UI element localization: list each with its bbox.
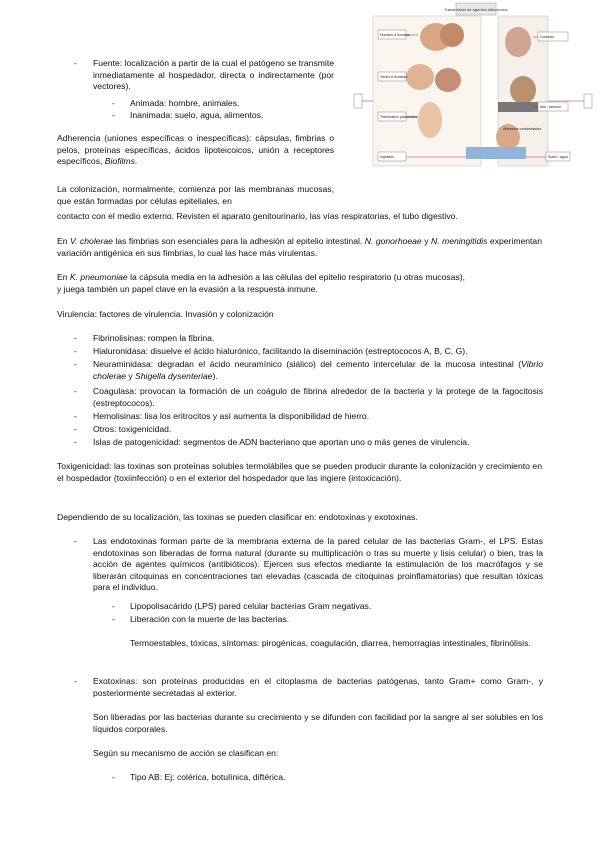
meningitidis-species: N. meningitidis xyxy=(430,236,488,246)
bullet: - xyxy=(74,58,77,68)
endo-note: Termoestables, tóxicas, síntomas: pirogénicas, coagulación, diarrea, hemorragias intestinales, fibrinólisis. xyxy=(130,638,531,648)
bullet: - xyxy=(74,386,77,396)
bullet: - xyxy=(74,437,77,447)
exotoxinas-paragraph: Exotoxinas: son proteínas producidas en el citoplasma de bacterias patógenas, tanto Gram+ como Gram-, y posteriormente secretadas al exterior. xyxy=(93,676,543,698)
fig-label-6: Aire / aerosol xyxy=(540,105,561,109)
endo-sub-1: Lipopolisacárido (LPS) pared celular bacterias Gram negativas. xyxy=(130,601,372,611)
pneumoniae-paragraph xyxy=(57,272,547,295)
bullet: - xyxy=(74,536,77,546)
transmission-diagram xyxy=(348,2,598,180)
cholerae-species: V. cholerae xyxy=(70,236,113,246)
adherencia-text: Adherencia (uniones específicas o inespecíficas): cápsulas, fimbrias o pelos, proteínas específicas, ácidos lipoteicoicos, unión a receptores específicos, xyxy=(57,133,334,166)
virulencia-item-2: Hialuronidasa: disuelve el ácido hialurónico, facilitando la diseminación (estreptococos A, B, C, G). xyxy=(93,346,468,356)
bullet: - xyxy=(74,333,77,343)
neuraminidasa-text: Neuraminidasa: degradan el ácido neuramínico (siálico) del cemento intercelular de la mucosa intestinal ( xyxy=(93,359,522,369)
adherencia-biofilms: Biofilms xyxy=(104,156,135,166)
virulencia-title: Virulencia: factores de virulencia. Invasión y colonización xyxy=(57,309,274,319)
pneumoniae-species: K. pneumoniae xyxy=(69,272,128,282)
bullet: - xyxy=(112,772,115,782)
neura-end: ). xyxy=(212,370,218,381)
bullet: - xyxy=(74,346,77,356)
adherencia-paragraph: Adherencia (uniones específicas o inespecíficas): cápsulas, fimbrias o pelos, proteínas específicas, ácidos lipoteicoicos, unión a receptores específicos, Biofilms. xyxy=(57,133,334,166)
pneumoniae-a: En xyxy=(57,272,68,282)
bullet: - xyxy=(112,614,115,624)
bullet: - xyxy=(74,424,77,434)
neura-y: y xyxy=(125,370,136,381)
endotoxinas-paragraph: Las endotoxinas forman parte de la membrana externa de la pared celular de las bacterias Gram-, el LPS. Estas endotoxinas son liberadas de forma natural (durante su multiplicación o tras su muerte y lisis celular) o bien, tras la acción de agentes químicos (antibióticos). Ejercen sus efectos mediante la estimulación de los macrófagos y se liberarán citoquinas en concentraciones tan elevadas (cascada de citoquinas proinflamatorias) que resultan tóxicas para el individuo. xyxy=(93,536,543,592)
virulencia-item-7: Islas de patogenicidad: segmentos de ADN bacteriano que aportan uno o más genes de virulencia. xyxy=(93,437,470,447)
bullet: - xyxy=(74,359,77,369)
cholerae-a: En xyxy=(57,236,68,246)
gonorhoeae-species: N. gonorhoeae xyxy=(364,236,422,246)
clasificacion-text: Dependiendo de su localización, las toxinas se pueden clasificar en: endotoxinas y exotoxinas. xyxy=(57,512,418,522)
bullet: - xyxy=(74,411,77,421)
vibrio-cholerae: Vibrio cholerae xyxy=(93,359,543,381)
pneumoniae-c: la cápsula media en la adhesión a las células del epitelio respiratorio (u otras mucosas), xyxy=(130,272,465,282)
fig-label-2: Vector a humano xyxy=(380,75,407,79)
exo-sub-1: Tipo AB: Ej: colérica, botulínica, diftérica. xyxy=(130,772,286,782)
bullet: - xyxy=(112,98,115,108)
cholerae-paragraph xyxy=(57,236,542,259)
fuente-sub-2: Inanimada: suelo, agua, alimentos. xyxy=(130,110,264,120)
fig-label-5: Contacto xyxy=(540,35,555,39)
virulencia-item-4: Coagulasa: provocan la formación de un coágulo de fibrina alrededor de la bacteria y la protege de la fagocitosis (estreptococos). xyxy=(93,386,543,408)
bullet: - xyxy=(74,676,77,686)
fig-label-7: Suelo / agua xyxy=(548,155,568,159)
bullet: - xyxy=(112,110,115,120)
transmission-figure xyxy=(348,2,598,180)
shigella-dysenteriae: Shigella dysenteriae xyxy=(135,370,213,381)
fig-label-8: Alimentos contaminados xyxy=(503,127,542,131)
virulencia-item-6: Otros: toxigenicidad. xyxy=(93,424,172,434)
fig-label-4: Ingestión xyxy=(380,155,395,159)
colonizacion-text-2: contacto con el medio externo. Revisten el aparato genitourinario, las vías respiratorias, el tubo digestivo. xyxy=(57,211,458,221)
endo-sub-2: Liberación con la muerte de las bacterias. xyxy=(130,614,290,624)
virulencia-item-3 xyxy=(93,359,543,382)
cholerae-c: las fimbrias son esenciales para la adhesión al epitelio intestinal. xyxy=(115,236,363,246)
fuente-sub-1: Animada: hombre, animales. xyxy=(130,98,240,108)
pneumoniae-d: y juega también un papel clave en la evasión a la respuesta inmune. xyxy=(57,283,318,294)
bullet: - xyxy=(112,601,115,611)
fig-label-3: Transmisión placentaria xyxy=(380,115,418,119)
exotoxinas-paragraph-2: Son liberadas por las bacterias durante su crecimiento y se difunden con facilidad por la sangre al ser solubles en los líquidos corporales. xyxy=(93,712,543,734)
cholerae-y: y xyxy=(424,236,429,246)
virulencia-item-5: Hemolisinas: lisa los eritrocitos y así aumenta la disponibilidad de hierro. xyxy=(93,411,370,421)
exotoxinas-paragraph-3: Según su mecanismo de acción se clasifican en: xyxy=(93,748,279,758)
cholerae-g: experimentan variación antigénica en sus fimbrias, lo cual las hace más virulentas. xyxy=(57,236,542,258)
figure-title: Transmisión de agentes infecciosos xyxy=(444,7,508,12)
colonizacion-text: La colonización, normalmente, comienza por las membranas mucosas, que están formadas por células epiteliales, en xyxy=(57,184,334,206)
fig-label-1: Humano a humano xyxy=(380,33,410,37)
toxigenicidad-paragraph: Toxigenicidad: las toxinas son proteínas solubles termolábiles que se pueden producir durante la colonización y crecimiento en el hospedador (toxiinfección) o en el exterior del hospedador que las ingiere (intoxicación). xyxy=(57,461,542,483)
virulencia-item-1: Fibrinolisinas: rompen la fibrina. xyxy=(93,333,215,343)
fuente-text: Fuente: localización a partir de la cual el patógeno se transmite inmediatamente al hospedador, directa o indirectamente (por vectores). xyxy=(93,58,334,91)
